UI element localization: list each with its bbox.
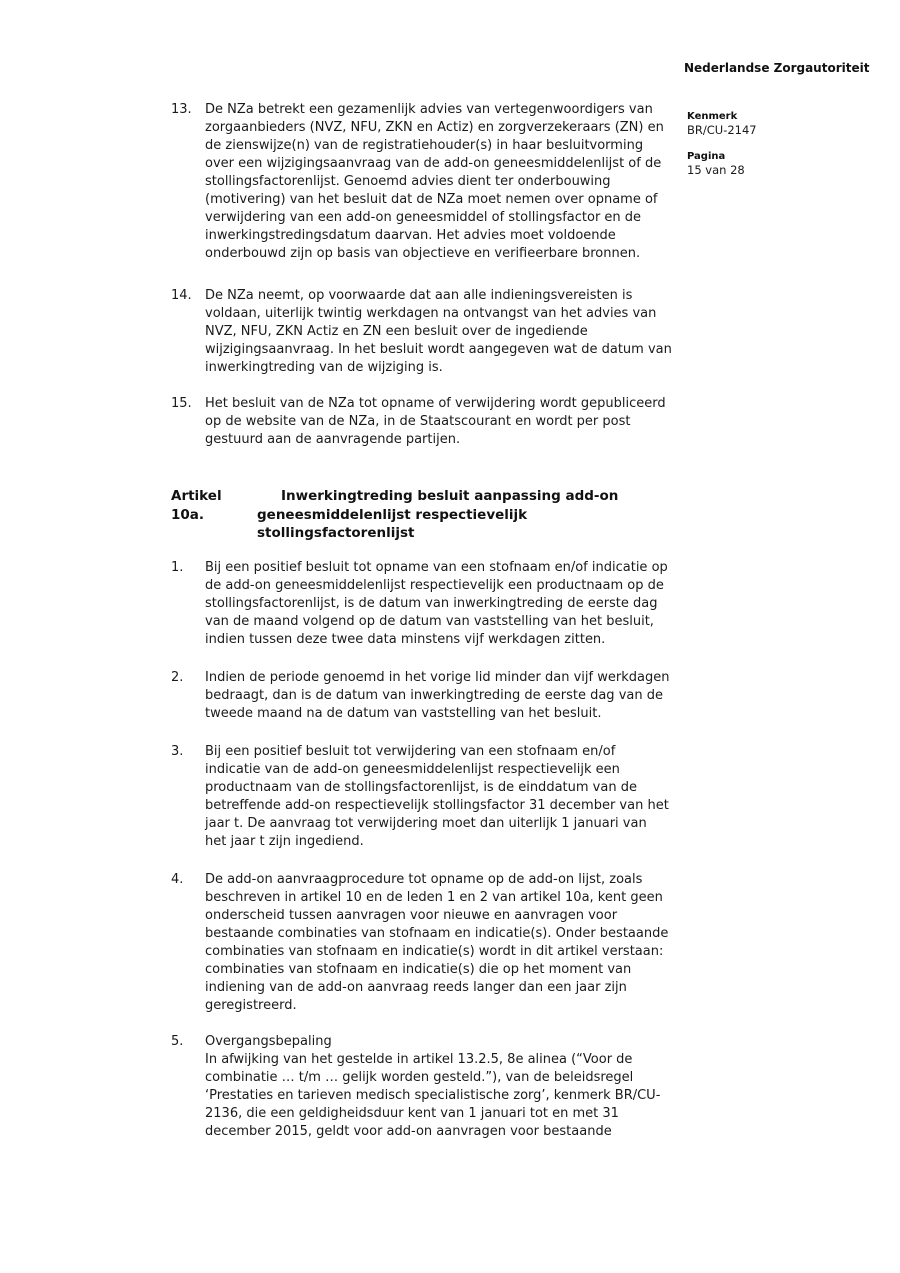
list-item-2 [171, 669, 672, 723]
item-text: De NZa neemt, op voorwaarde dat aan alle indieningsvereisten is voldaan, uiterlijk twintig werkdagen na ontvangst van het advies van NVZ, NFU, ZKN Actiz en ZN een besluit over de ingediende wijzigingsaanvraag. In het besluit wordt aangegeven wat de datum van inwerkingtreding van de wijziging is. [205, 288, 672, 375]
meta-pagina [687, 150, 877, 177]
item-text [205, 1033, 672, 1141]
article-heading [171, 487, 672, 543]
item-text: Bij een positief besluit tot opname van een stofnaam en/of indicatie op de add-on geneesmiddelenlijst respectievelijk een productnaam op de stollingsfactorenlijst, is de datum van inwerkingtreding de eerste dag van de maand volgend op de datum van vaststelling van het besluit, indien tussen deze twee data minstens vijf werkdagen zitten. [205, 559, 668, 647]
item-text: De NZa betrekt een gezamenlijk advies van vertegenwoordigers van zorgaanbieders (NVZ, NFU, ZKN en Actiz) en zorgverzekeraars (ZN) en de zienswijze(n) van de registratiehouder(s) in haar besluitvorming over een wijzigingsaanvraag van de add-on geneesmiddelenlijst of de stollingsfactorenlijst. Genoemd advies dient ter onderbouwing (motivering) van het besluit dat de NZa moet nemen over opname of verwijdering van een add-on geneesmiddel of stollingsfactor en de inwerkingstredingsdatum daarvan. Het advies moet voldoende onderbouwd zijn op basis van objectieve en verifieerbare bronnen. [205, 102, 664, 261]
meta-block [687, 110, 877, 190]
kenmerk-label: Kenmerk [687, 111, 738, 122]
item-number: 5. [171, 1033, 184, 1049]
item-text-body: In afwijking van het gestelde in artikel 13.2.5, 8e alinea (“Voor de combinatie … t/m … gelijk worden gesteld.”), van de beleidsregel ‘Prestaties en tarieven medisch specialistische zorg’, kenmerk BR/CU-2136, die een geldigheidsduur kent van 1 januari tot en met 31 december 2015, geldt voor add-on aanvragen voor bestaande [205, 1051, 661, 1139]
article-heading-label: Artikel 10a. [171, 488, 222, 523]
item-number: 15. [171, 396, 192, 411]
pagina-value: 15 van 28 [687, 163, 745, 177]
list-item-15 [171, 395, 672, 449]
item-number: 3. [171, 743, 184, 759]
item-number: 4. [171, 871, 184, 887]
article-heading-title: Inwerkingtreding besluit aanpassing add-on geneesmiddelenlijst respectievelijk stollingsfactorenlijst [257, 488, 619, 541]
item-text: Bij een positief besluit tot verwijdering van een stofnaam en/of indicatie van de add-on geneesmiddelenlijst respectievelijk een productnaam van de stollingsfactorenlijst, is de einddatum van de betreffende add-on respectievelijk stollingsfactor 31 december van het jaar t. De aanvraag tot verwijdering moet dan uiterlijk 1 januari van het jaar t zijn ingediend. [205, 743, 669, 849]
list-item-13 [171, 101, 672, 263]
org-title: Nederlandse Zorgautoriteit [684, 61, 870, 75]
item-number: 13. [171, 102, 192, 117]
list-item-4 [171, 871, 672, 1015]
kenmerk-value: BR/CU-2147 [687, 123, 757, 137]
main-column [171, 101, 672, 1141]
list-item-1 [171, 559, 672, 649]
list-item-3 [171, 743, 672, 851]
item-text: De add-on aanvraagprocedure tot opname op de add-on lijst, zoals beschreven in artikel 10 en de leden 1 en 2 van artikel 10a, kent geen onderscheid tussen aanvragen voor nieuwe en aanvragen voor bestaande combinaties van stofnaam en indicatie(s). Onder bestaande combinaties van stofnaam en indicatie(s) wordt in dit artikel verstaan: combinaties van stofnaam en indicatie(s) die op het moment van indiening van de add-on aanvraag reeds langer dan een jaar zijn geregistreerd. [205, 871, 669, 1013]
list-item-14 [171, 287, 672, 377]
pagina-label: Pagina [687, 151, 726, 162]
item-text: Indien de periode genoemd in het vorige lid minder dan vijf werkdagen bedraagt, dan is de datum van inwerkingtreding de eerste dag van de tweede maand na de datum van vaststelling van het besluit. [205, 669, 670, 721]
item-number: 2. [171, 669, 184, 685]
item-number: 1. [171, 559, 184, 575]
item-text: Het besluit van de NZa tot opname of verwijdering wordt gepubliceerd op de website van de NZa, in de Staatscourant en wordt per post gestuurd aan de aanvragende partijen. [205, 396, 666, 447]
meta-kenmerk [687, 110, 877, 137]
item-number: 14. [171, 288, 192, 303]
item-text-line1: Overgangsbepaling [205, 1033, 332, 1049]
list-item-5 [171, 1033, 672, 1141]
